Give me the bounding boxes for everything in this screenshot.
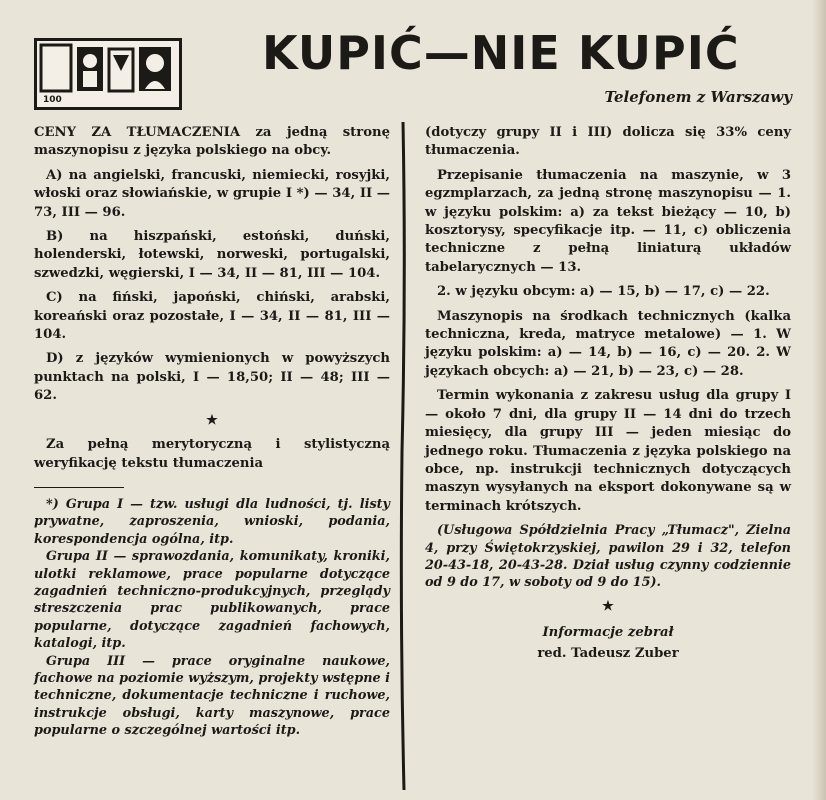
intro-caps: CENY ZA TŁUMACZENIA <box>34 125 241 140</box>
right-column <box>425 124 791 663</box>
column-logo <box>34 38 182 110</box>
stencil-paragraph: Maszynopis na środkach technicznych (kalka techniczna, kreda, matryce metalowe) — 1. W języku polskim: a) — 14, b) — 16, c) — 20. 2. W językach obcych: a) — 21, b) — 23, c) — 28. <box>425 308 791 379</box>
star-separator-right: ★ <box>602 598 614 614</box>
price-list-a: A) na angielski, francuski, niemiecki, rosyjki, włoski oraz słowiańskie, w grupie I *) — 34, II — 73, III — 96. <box>34 167 390 220</box>
price-list-d: D) z języków wymienionych w powyższych punktach na polski, I — 18,50; II — 48; III — 62. <box>34 351 390 404</box>
footnote-rule <box>34 487 124 488</box>
continuation-paragraph: (dotyczy grupy II i III) dolicza się 33% ceny tłumaczenia. <box>425 125 791 159</box>
column-divider <box>398 122 408 790</box>
price-list-c: C) na fiński, japoński, chiński, arabski, koreański oraz pozostałe, I — 34, II — 81, III — 104. <box>34 290 390 343</box>
footnote-group-1: *) Grupa I — tzw. usługi dla ludności, tj. listy prywatne, zaproszenia, wnioski, podania, korespondencja ogólna, itp. <box>34 496 390 547</box>
deadline-paragraph: Termin wykonania z zakresu usług dla grupy I — około 7 dni, dla grupy II — 14 dni do trzech miesięcy, dla grupy III — jeden miesiąc do jednego roku. Tłumaczenia z języka polskiego na obce, np. instrukcji technicznych dotyczących maszyn wysyłanych na eksport dokonywane są w terminach krótszych. <box>425 388 791 514</box>
footnote-group-3: Grupa III — prace oryginalne naukowe, fachowe na poziomie wyższym, projekty wstępne i techniczne, dokumentacje techniczne i ruchowe, instrukcje obsługi, karty maszynowe, prace popularne o szczególnej wartości itp. <box>34 653 390 739</box>
foreign-language-paragraph: 2. w języku obcym: a) — 15, b) — 17, c) — 22. <box>437 284 770 300</box>
intro-paragraph <box>34 124 390 161</box>
page-edge <box>812 0 826 800</box>
retyping-paragraph: Przepisanie tłumaczenia na maszynie, w 3 egzmplarzach, za jedną stronę maszynopisu — 1. w języku polskim: a) za tekst bieżący — 10, b) kosztorysy, specyfikacje itp. — 11, c) obliczenia techniczne z pełną liniaturą układów tabelarycznych — 13. <box>425 167 791 275</box>
intro-rest: za jedną stronę maszynopisu z języka polskiego na obcy. <box>34 125 390 159</box>
left-column <box>34 124 390 740</box>
price-list-b: B) na hiszpański, estoński, duński, holenderski, łotewski, norweski, portugalski, szwedzki, węgierski, I — 34, II — 81, III — 104. <box>34 229 390 281</box>
headline: KUPIĆ—NIE KUPIĆ <box>262 26 740 80</box>
address-paragraph: (Usługowa Spółdzielnia Pracy „Tłumacz", Zielna 4, przy Świętokrzyskiej, pawilon 29 i 32, telefon 20-43-18, 20-43-28. Dział usług czynny codziennie od 9 do 17, w soboty od 9 do 15). <box>425 523 791 591</box>
verification-paragraph: Za pełną merytoryczną i stylistyczną weryfikację tekstu tłumaczenia <box>34 437 390 471</box>
signature-line-1: Informacje zebrał <box>542 625 674 641</box>
footnote-group-2: Grupa II — sprawozdania, komunikaty, kroniki, ulotki reklamowe, prace popularne dotyczące zagadnień techniczno-produkcyjnych, przeglądy streszczenia prac publikowanych, prace popularne, dotyczące zagadnień fachowych, katalogi, itp. <box>34 549 390 652</box>
byline: Telefonem z Warszawy <box>604 88 792 106</box>
star-separator: ★ <box>206 412 218 428</box>
logo-number: 100 <box>43 95 62 105</box>
footnotes <box>34 496 390 740</box>
signature-author: red. Tadeusz Zuber <box>537 645 679 661</box>
